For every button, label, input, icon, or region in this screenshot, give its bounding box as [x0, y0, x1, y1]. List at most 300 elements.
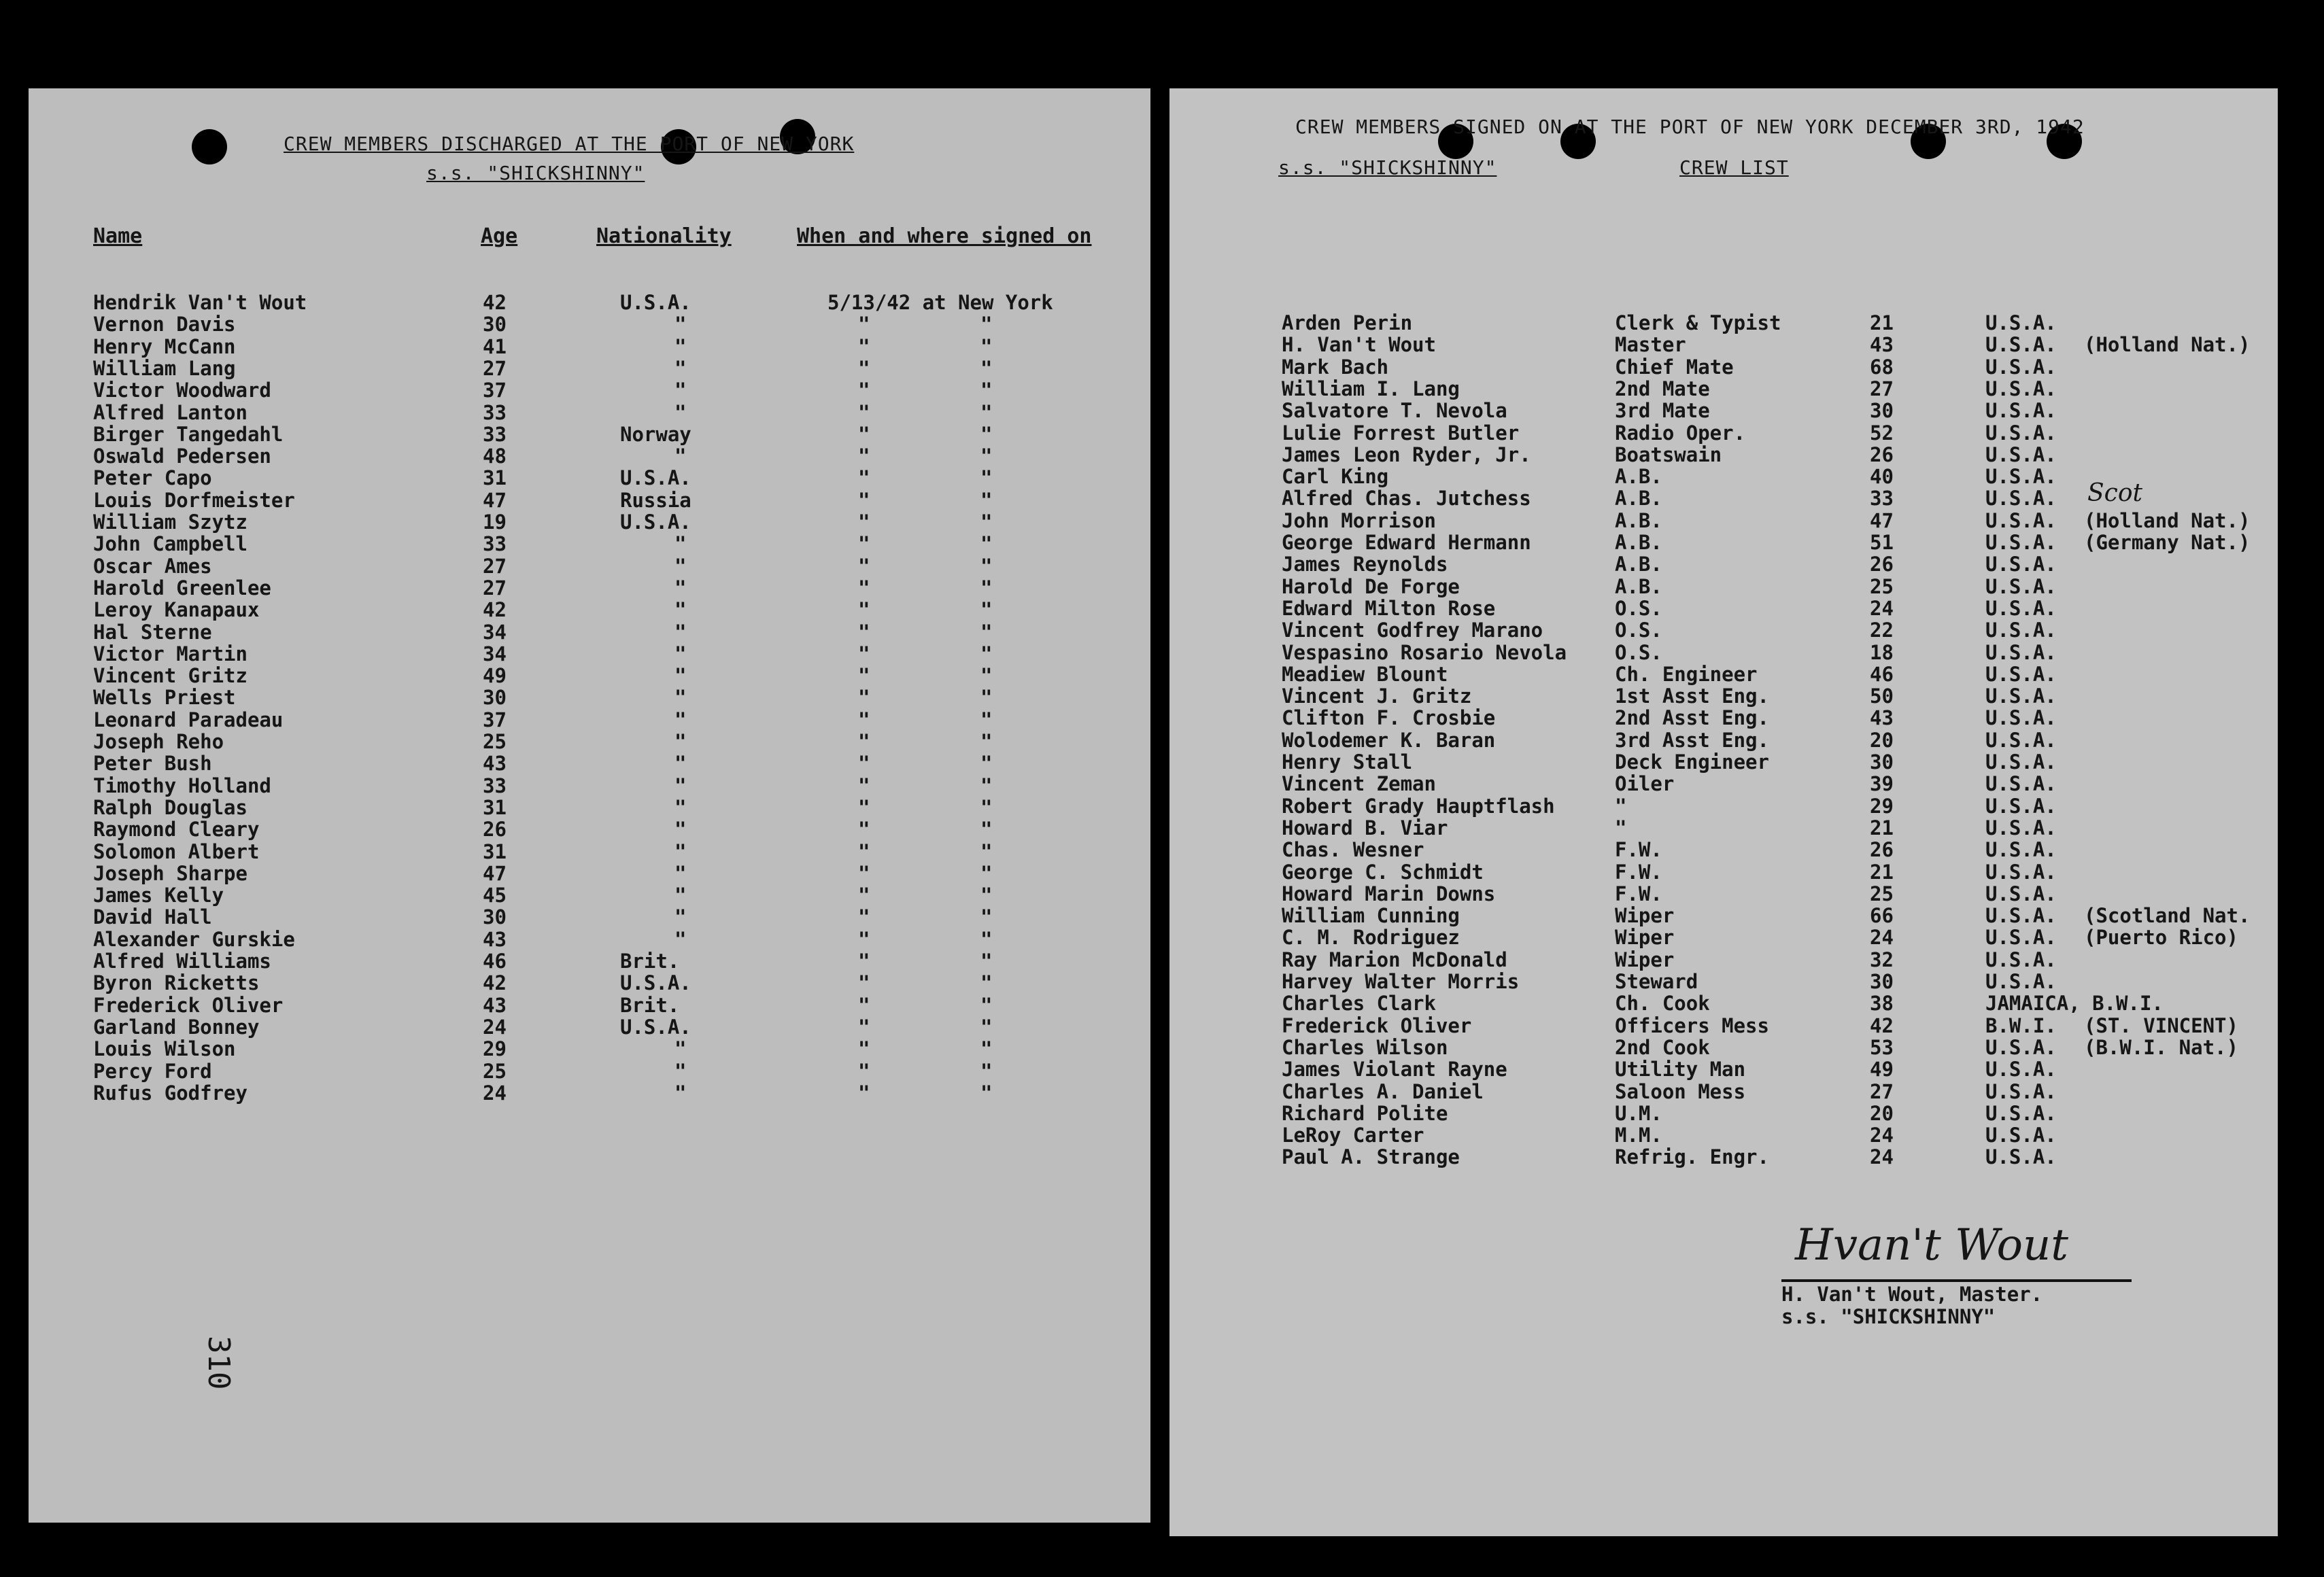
right-ship-name: s.s. "SHICKSHINNY" — [1278, 156, 1497, 179]
crew-name: Wells Priest — [93, 686, 236, 710]
table-row — [29, 730, 1144, 752]
right-title: CREW MEMBERS SIGNED ON AT THE PORT OF NEW YORK DECEMBER 3RD, 1942 — [1295, 116, 2085, 138]
crew-age: 42 — [1870, 1013, 1894, 1037]
signed-on-place: " — [980, 1037, 993, 1061]
crew-rank: Master — [1615, 333, 1686, 357]
crew-nationality: U.S.A. — [620, 510, 691, 534]
crew-name: Oscar Ames — [93, 554, 212, 578]
crew-name: Salvatore T. Nevola — [1282, 399, 1507, 423]
crew-name: Harvey Walter Morris — [1282, 970, 1520, 993]
crew-age: 24 — [1870, 926, 1894, 950]
table-row — [29, 313, 1144, 334]
crew-name: Vincent Zeman — [1282, 772, 1436, 796]
crew-nationality: " — [674, 334, 687, 358]
crew-nationality: U.S.A. — [1985, 838, 2057, 862]
crew-rank: A.B. — [1615, 487, 1662, 510]
signed-on-date: " — [858, 1015, 870, 1039]
handwritten-note: Scot — [2087, 479, 2142, 507]
crew-name: Henry McCann — [93, 334, 236, 358]
crew-nationality: " — [674, 445, 687, 468]
crew-nationality: U.S.A. — [620, 1015, 691, 1039]
crew-nationality: " — [674, 620, 687, 644]
crew-name: James Reynolds — [1282, 553, 1448, 576]
signed-on-place: " — [980, 466, 993, 490]
crew-age: 24 — [483, 1015, 507, 1039]
signed-on-date: " — [858, 642, 870, 665]
table-row — [1169, 1102, 2271, 1124]
crew-age: 20 — [1870, 728, 1894, 752]
crew-rank: 3rd Mate — [1615, 399, 1710, 423]
crew-age: 37 — [483, 708, 507, 731]
crew-rank: Steward — [1615, 970, 1698, 993]
signed-on-date: " — [858, 400, 870, 424]
signed-on-date: " — [858, 510, 870, 534]
signed-on-place: " — [980, 356, 993, 380]
crew-nationality: U.S.A. — [1985, 662, 2057, 686]
crew-name: Howard B. Viar — [1282, 816, 1448, 839]
signed-on-date: " — [858, 818, 870, 842]
table-row — [29, 818, 1144, 842]
table-row — [29, 642, 1144, 664]
signed-on-date: " — [858, 554, 870, 578]
table-row — [29, 357, 1144, 379]
crew-nationality: " — [674, 839, 687, 863]
signed-on-date: " — [858, 422, 870, 446]
crew-nationality: U.S.A. — [1985, 794, 2057, 818]
crew-nationality: U.S.A. — [1985, 860, 2057, 884]
table-row — [29, 686, 1144, 708]
crew-age: 31 — [483, 795, 507, 819]
crew-nationality: " — [674, 532, 687, 556]
crew-name: Arden Perin — [1282, 311, 1413, 334]
crew-name: Paul A. Strange — [1282, 1145, 1460, 1169]
crew-nationality: U.S.A. — [1985, 1145, 2057, 1169]
crew-rank: F.W. — [1615, 838, 1662, 862]
crew-name: Richard Polite — [1282, 1101, 1448, 1125]
table-row — [29, 752, 1144, 774]
table-row — [29, 1016, 1144, 1037]
table-row — [1169, 904, 2271, 926]
table-row — [1169, 706, 2271, 728]
signed-on-place: " — [980, 861, 993, 885]
crew-nationality: " — [674, 861, 687, 885]
crew-age: 33 — [483, 422, 507, 446]
crew-name: Raymond Cleary — [93, 818, 260, 842]
signed-on-date: " — [858, 445, 870, 468]
crew-rank: Wiper — [1615, 948, 1675, 971]
left-title: CREW MEMBERS DISCHARGED AT THE PORT OF NEW YORK — [284, 133, 855, 155]
crew-age: 21 — [1870, 311, 1894, 334]
table-row — [29, 928, 1144, 950]
crew-nationality: U.S.A. — [1985, 531, 2057, 554]
crew-name: Louis Dorfmeister — [93, 488, 295, 512]
signed-on-date: " — [858, 993, 870, 1017]
signed-on-place: " — [980, 774, 993, 797]
crew-age: 43 — [483, 927, 507, 951]
crew-nationality: " — [674, 379, 687, 402]
crew-nationality: " — [674, 554, 687, 578]
crew-name: Hal Sterne — [93, 620, 212, 644]
crew-name: Ray Marion McDonald — [1282, 948, 1507, 971]
crew-age: 26 — [1870, 838, 1894, 862]
crew-name: Ralph Douglas — [93, 795, 247, 819]
crew-name: Henry Stall — [1282, 750, 1413, 774]
crew-age: 45 — [483, 884, 507, 907]
table-row — [1169, 1014, 2271, 1036]
crew-name: Oswald Pedersen — [93, 445, 271, 468]
crew-age: 25 — [483, 730, 507, 753]
table-row — [1169, 443, 2271, 465]
crew-rank: Wiper — [1615, 904, 1675, 928]
crew-age: 43 — [1870, 706, 1894, 730]
crew-name: Vincent Godfrey Marano — [1282, 619, 1543, 642]
crew-nationality: U.S.A. — [1985, 750, 2057, 774]
crew-note: (Germany Nat.) — [2084, 531, 2251, 554]
signed-on-date: " — [858, 971, 870, 995]
crew-name: Louis Wilson — [93, 1037, 236, 1061]
crew-name: Victor Woodward — [93, 379, 271, 402]
table-row — [1169, 1080, 2271, 1102]
crew-age: 29 — [1870, 794, 1894, 818]
crew-nationality: U.S.A. — [1985, 399, 2057, 423]
table-row — [29, 1037, 1144, 1059]
table-row — [29, 950, 1144, 971]
crew-rank: O.S. — [1615, 619, 1662, 642]
signed-on-date: " — [858, 950, 870, 973]
signed-on-date: " — [858, 576, 870, 600]
table-row — [29, 489, 1144, 510]
crew-name: Edward Milton Rose — [1282, 596, 1496, 620]
crew-name: Vincent Gritz — [93, 664, 247, 688]
signed-on-place: " — [980, 905, 993, 929]
crew-age: 25 — [1870, 574, 1894, 598]
crew-name: Howard Marin Downs — [1282, 882, 1496, 905]
table-row — [29, 598, 1144, 620]
col-header-name: Name — [93, 224, 143, 248]
table-row — [29, 774, 1144, 796]
crew-name: Harold Greenlee — [93, 576, 271, 600]
crew-name: James Violant Rayne — [1282, 1058, 1507, 1081]
crew-rank: Radio Oper. — [1615, 421, 1746, 445]
crew-rank: A.B. — [1615, 553, 1662, 576]
signature-line — [1781, 1279, 2132, 1282]
crew-nationality: U.S.A. — [620, 291, 691, 314]
signed-on-date: " — [858, 379, 870, 402]
signed-on-place: " — [980, 422, 993, 446]
crew-name: C. M. Rodriguez — [1282, 926, 1460, 950]
signature: Hvan't Wout — [1795, 1220, 2068, 1270]
crew-nationality: " — [674, 1081, 687, 1105]
crew-name: Birger Tangedahl — [93, 422, 284, 446]
table-row — [29, 532, 1144, 554]
crew-age: 46 — [483, 950, 507, 973]
crew-nationality: Norway — [620, 422, 691, 446]
table-row — [1169, 838, 2271, 860]
crew-name: Byron Ricketts — [93, 971, 260, 995]
table-row — [29, 555, 1144, 576]
crew-name: Charles Wilson — [1282, 1035, 1448, 1059]
crew-rank: Oiler — [1615, 772, 1675, 796]
crew-name: George Edward Hermann — [1282, 531, 1531, 554]
signed-on-date: " — [858, 730, 870, 753]
crew-nationality: " — [674, 686, 687, 710]
crew-age: 43 — [1870, 333, 1894, 357]
crew-age: 33 — [1870, 487, 1894, 510]
table-row — [1169, 356, 2271, 377]
signed-on-place: " — [980, 576, 993, 600]
crew-age: 27 — [1870, 377, 1894, 400]
table-row — [29, 884, 1144, 905]
crew-note: (Puerto Rico) — [2084, 926, 2238, 950]
crew-age: 30 — [1870, 970, 1894, 993]
signed-on-place: " — [980, 400, 993, 424]
crew-age: 27 — [483, 576, 507, 600]
table-row — [29, 576, 1144, 598]
signed-on-place: " — [980, 884, 993, 907]
table-row — [29, 621, 1144, 642]
crew-nationality: U.S.A. — [1985, 970, 2057, 993]
crew-name: Vespasino Rosario Nevola — [1282, 640, 1567, 664]
crew-rank: M.M. — [1615, 1124, 1662, 1147]
table-row — [29, 423, 1144, 445]
signed-on-date: " — [858, 905, 870, 929]
crew-nationality: " — [674, 1037, 687, 1061]
crew-age: 49 — [1870, 1058, 1894, 1081]
table-row — [1169, 970, 2271, 992]
crew-age: 42 — [483, 598, 507, 622]
crew-name: William Cunning — [1282, 904, 1460, 928]
crew-age: 24 — [1870, 1145, 1894, 1169]
crew-nationality: " — [674, 884, 687, 907]
crew-rank: Clerk & Typist — [1615, 311, 1781, 334]
table-row — [1169, 663, 2271, 684]
crew-age: 27 — [483, 554, 507, 578]
table-row — [29, 466, 1144, 488]
table-row — [1169, 816, 2271, 838]
crew-nationality: U.S.A. — [1985, 1101, 2057, 1125]
crew-rank: Saloon Mess — [1615, 1079, 1746, 1103]
table-row — [1169, 1145, 2271, 1167]
crew-age: 24 — [1870, 596, 1894, 620]
table-row — [29, 291, 1144, 313]
right-page — [1169, 88, 2278, 1536]
crew-name: Joseph Sharpe — [93, 861, 247, 885]
crew-name: Percy Ford — [93, 1059, 212, 1083]
crew-rank: 2nd Asst Eng. — [1615, 706, 1769, 730]
crew-age: 20 — [1870, 1101, 1894, 1125]
table-row — [29, 971, 1144, 993]
punch-hole — [192, 129, 227, 164]
signed-on-place: " — [980, 993, 993, 1017]
signed-on-place: " — [980, 532, 993, 556]
signed-on-place: " — [980, 488, 993, 512]
crew-age: 25 — [483, 1059, 507, 1083]
signed-on-date: " — [858, 598, 870, 622]
crew-rank: O.S. — [1615, 596, 1662, 620]
crew-name: Vincent J. Gritz — [1282, 684, 1472, 708]
crew-name: Timothy Holland — [93, 774, 271, 797]
crew-nationality: U.S.A. — [1985, 640, 2057, 664]
crew-age: 26 — [483, 818, 507, 842]
signed-on-date: " — [858, 466, 870, 490]
signed-on-place: " — [980, 598, 993, 622]
crew-name: Wolodemer K. Baran — [1282, 728, 1496, 752]
crew-list-label: CREW LIST — [1679, 156, 1789, 179]
crew-rank: O.S. — [1615, 640, 1662, 664]
signed-by: H. Van't Wout, Master. — [1781, 1283, 2043, 1306]
table-row — [29, 840, 1144, 862]
crew-nationality: U.S.A. — [1985, 1124, 2057, 1147]
crew-nationality: " — [674, 598, 687, 622]
crew-age: 52 — [1870, 421, 1894, 445]
crew-nationality: U.S.A. — [1985, 311, 2057, 334]
crew-name: Vernon Davis — [93, 313, 236, 336]
crew-nationality: JAMAICA, B.W.I. — [1985, 992, 2164, 1016]
signed-on-date: " — [858, 313, 870, 336]
crew-name: Leonard Paradeau — [93, 708, 284, 731]
crew-name: Alfred Chas. Jutchess — [1282, 487, 1531, 510]
crew-nationality: U.S.A. — [1985, 553, 2057, 576]
crew-age: 49 — [483, 664, 507, 688]
table-row — [1169, 509, 2271, 531]
crew-name: Alexander Gurskie — [93, 927, 295, 951]
crew-name: Chas. Wesner — [1282, 838, 1424, 862]
crew-rank: 3rd Asst Eng. — [1615, 728, 1769, 752]
crew-age: 31 — [483, 466, 507, 490]
crew-nationality: U.S.A. — [1985, 1058, 2057, 1081]
table-row — [29, 708, 1144, 730]
crew-name: Rufus Godfrey — [93, 1081, 247, 1105]
table-row — [1169, 575, 2271, 597]
crew-age: 33 — [483, 532, 507, 556]
crew-age: 29 — [483, 1037, 507, 1061]
crew-rank: Ch. Engineer — [1615, 662, 1758, 686]
crew-name: Frederick Oliver — [93, 993, 284, 1017]
table-row — [1169, 750, 2271, 772]
crew-nationality: U.S.A. — [1985, 904, 2057, 928]
table-row — [1169, 421, 2271, 443]
crew-age: 32 — [1870, 948, 1894, 971]
crew-nationality: U.S.A. — [1985, 684, 2057, 708]
crew-name: Charles Clark — [1282, 992, 1436, 1016]
signed-on-place: " — [980, 708, 993, 731]
crew-nationality: U.S.A. — [1985, 619, 2057, 642]
table-row — [1169, 684, 2271, 706]
crew-nationality: " — [674, 708, 687, 731]
crew-name: Harold De Forge — [1282, 574, 1460, 598]
table-row — [29, 862, 1144, 884]
crew-nationality: U.S.A. — [1985, 443, 2057, 466]
crew-note: (Holland Nat.) — [2084, 508, 2251, 532]
crew-nationality: U.S.A. — [1985, 355, 2057, 379]
crew-nationality: U.S.A. — [1985, 816, 2057, 839]
crew-name: Hendrik Van't Wout — [93, 291, 307, 314]
crew-nationality: " — [674, 927, 687, 951]
crew-name: LeRoy Carter — [1282, 1124, 1424, 1147]
crew-rank: Refrig. Engr. — [1615, 1145, 1769, 1169]
crew-name: Lulie Forrest Butler — [1282, 421, 1520, 445]
col-header-nationality: Nationality — [596, 224, 732, 248]
crew-name: George C. Schmidt — [1282, 860, 1484, 884]
signed-on-place: " — [980, 620, 993, 644]
crew-age: 30 — [483, 313, 507, 336]
crew-age: 47 — [1870, 508, 1894, 532]
col-header-age: Age — [481, 224, 518, 248]
crew-nationality: U.S.A. — [620, 971, 691, 995]
crew-age: 47 — [483, 488, 507, 512]
crew-rank: A.B. — [1615, 465, 1662, 489]
crew-rank: 2nd Cook — [1615, 1035, 1710, 1059]
crew-name: William I. Lang — [1282, 377, 1460, 400]
table-row — [1169, 311, 2271, 333]
left-page — [29, 88, 1150, 1523]
signed-on-date: " — [858, 884, 870, 907]
crew-age: 37 — [483, 379, 507, 402]
crew-name: Mark Bach — [1282, 355, 1389, 379]
table-row — [1169, 377, 2271, 399]
crew-age: 51 — [1870, 531, 1894, 554]
crew-age: 26 — [1870, 553, 1894, 576]
signed-on-place: " — [980, 795, 993, 819]
crew-age: 42 — [483, 291, 507, 314]
crew-age: 22 — [1870, 619, 1894, 642]
table-row — [1169, 772, 2271, 794]
crew-age: 31 — [483, 839, 507, 863]
crew-name: Carl King — [1282, 465, 1389, 489]
crew-name: John Morrison — [1282, 508, 1436, 532]
crew-name: Alfred Lanton — [93, 400, 247, 424]
crew-name: Frederick Oliver — [1282, 1013, 1472, 1037]
crew-note: (Holland Nat.) — [2084, 333, 2251, 357]
signed-on-date: " — [858, 1037, 870, 1061]
crew-rank: Utility Man — [1615, 1058, 1746, 1081]
signed-on-date: " — [858, 664, 870, 688]
crew-age: 21 — [1870, 816, 1894, 839]
signed-on-date: " — [858, 356, 870, 380]
signed-on-place: " — [980, 379, 993, 402]
left-ship-name: s.s. "SHICKSHINNY" — [426, 162, 645, 184]
crew-age: 24 — [1870, 1124, 1894, 1147]
signed-on-place: " — [980, 664, 993, 688]
crew-rank: Officers Mess — [1615, 1013, 1769, 1037]
crew-age: 43 — [483, 752, 507, 776]
crew-nationality: U.S.A. — [1985, 948, 2057, 971]
signed-on-date: " — [858, 927, 870, 951]
table-row — [29, 401, 1144, 423]
crew-nationality: Russia — [620, 488, 691, 512]
table-row — [29, 510, 1144, 532]
signed-on-date: " — [858, 752, 870, 776]
crew-name: James Kelly — [93, 884, 224, 907]
crew-nationality: U.S.A. — [1985, 487, 2057, 510]
crew-nationality: U.S.A. — [1985, 926, 2057, 950]
crew-name: Peter Capo — [93, 466, 212, 490]
table-row — [1169, 795, 2271, 816]
crew-nationality: U.S.A. — [1985, 574, 2057, 598]
crew-nationality: " — [674, 313, 687, 336]
crew-nationality: " — [674, 1059, 687, 1083]
table-row — [1169, 333, 2271, 355]
crew-nationality: U.S.A. — [1985, 1079, 2057, 1103]
crew-age: 27 — [483, 356, 507, 380]
crew-age: 48 — [483, 445, 507, 468]
signed-on-place: " — [980, 1015, 993, 1039]
crew-rank: F.W. — [1615, 860, 1662, 884]
signed-on-place: " — [980, 334, 993, 358]
table-row — [29, 664, 1144, 686]
crew-name: Peter Bush — [93, 752, 212, 776]
table-row — [1169, 926, 2271, 948]
